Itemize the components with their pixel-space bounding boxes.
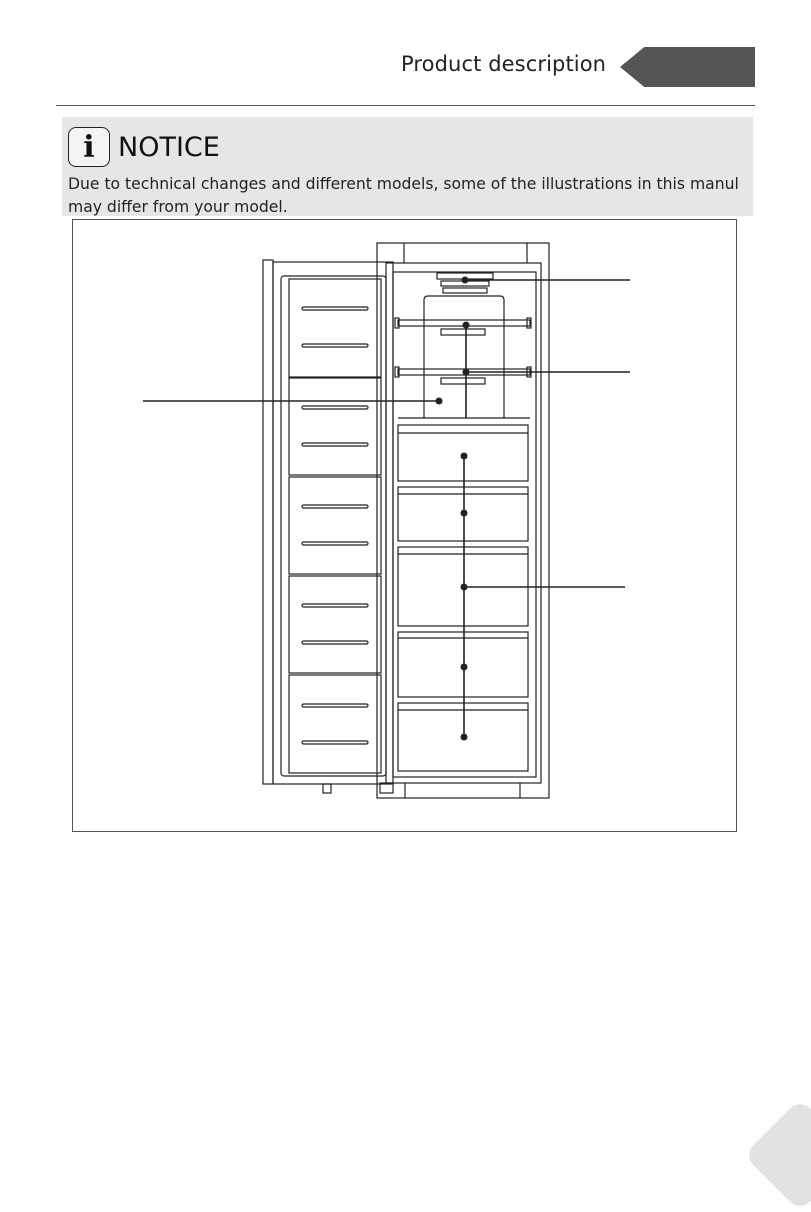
drawers <box>398 425 528 771</box>
notice-title: NOTICE <box>118 132 220 163</box>
page-section-title: Product description <box>401 52 607 76</box>
upper-compartment <box>395 296 531 418</box>
info-icon: i <box>68 127 110 167</box>
freezer-door <box>263 260 393 793</box>
notice-text: Due to technical changes and different models, some of the illustrations in this manul may differ from your model. <box>68 175 739 216</box>
